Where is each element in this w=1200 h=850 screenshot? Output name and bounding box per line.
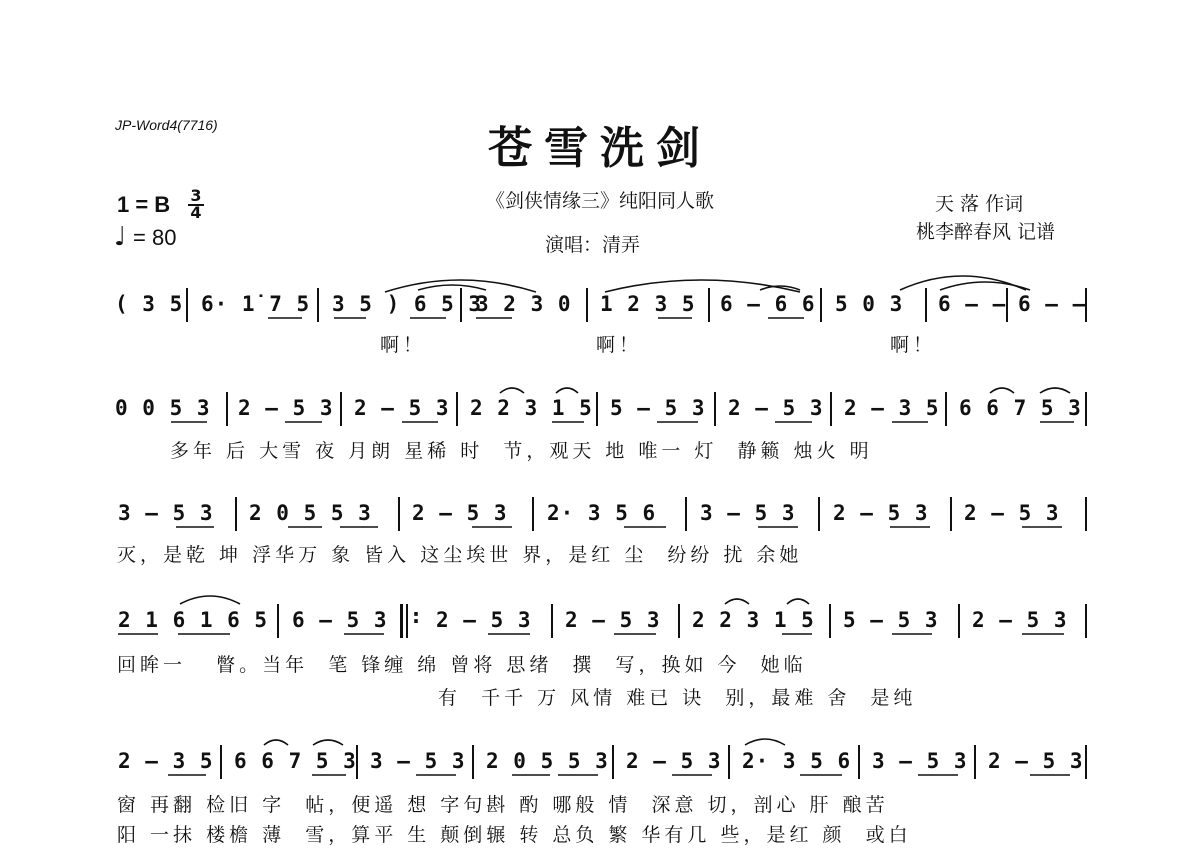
song-subtitle: 《剑侠情缘三》纯阳同人歌 <box>485 190 714 212</box>
measure: 2 – 5 3 <box>436 608 532 632</box>
measure: ( 3 5 <box>115 292 184 316</box>
tie-mark <box>940 282 1030 290</box>
tie-mark <box>556 388 578 393</box>
slur-mark <box>900 276 1026 290</box>
measure: 6 – 5 3 <box>292 608 388 632</box>
measure: 5 0 3 <box>835 292 904 316</box>
tie-mark <box>418 285 486 290</box>
key-signature: 1 = B <box>117 192 171 217</box>
lyric-line: 灭，是乾 坤 浮华万 象 皆入 这尘埃世 界，是红 尘 纷纷 扰 余她 <box>117 544 803 566</box>
measure: 2 – 5 3 <box>972 608 1068 632</box>
lyric-line: 窗 再翻 检旧 字 帖，便遥 想 字句斟 酌 哪般 情 深意 切，剖心 肝 酿苦 <box>117 794 889 816</box>
tie-mark <box>990 388 1014 393</box>
time-signature-top: 3 <box>190 186 202 205</box>
lyric-line: 啊！ <box>596 334 643 356</box>
measure: 2· 3 5 6 <box>742 749 852 773</box>
measure: 2 2 3 1 5 <box>692 608 815 632</box>
lyric-line: 多年 后 大雪 夜 月朗 星稀 时 节，观天 地 唯一 灯 静籁 烛火 明 <box>170 440 873 462</box>
transcriber-credit: 桃李醉春风 记谱 <box>916 221 1056 243</box>
lyric-line: 阳 一抹 楼檐 薄 雪，算平 生 颠倒辗 转 总负 繁 华有几 些，是红 颜 或白 <box>117 824 912 846</box>
song-title: 苍雪洗剑 <box>488 123 712 174</box>
measure: 2 0 5 5 3 <box>249 501 372 525</box>
measure: 6 – 6 6 <box>720 292 816 316</box>
measure: 3 – 5 3 <box>118 501 214 525</box>
tempo-marking: = 80 <box>133 225 177 250</box>
measure: 6· 1̇ 7 5 <box>201 292 311 316</box>
measure: 2 – 5 3 <box>964 501 1060 525</box>
measure: 2 – 5 3 <box>833 501 929 525</box>
tie-mark <box>1040 388 1070 393</box>
lyric-line: 啊！ <box>890 334 937 356</box>
measure: 1 2 3 5 <box>600 292 696 316</box>
measure: 2 2 3 1 5 <box>470 396 593 420</box>
measure: 2 – 3 5 <box>844 396 940 420</box>
measure: 2 – 5 3 <box>565 608 661 632</box>
measure: 2 – 3 5 <box>118 749 214 773</box>
tie-mark <box>313 740 343 745</box>
lyricist-credit: 天 落 作词 <box>935 193 1024 215</box>
watermark: JP-Word4(7716) <box>115 117 218 133</box>
quarter-note-icon: ♩ <box>114 222 127 252</box>
measure: 2 – 5 3 <box>412 501 508 525</box>
tie-mark <box>787 599 809 604</box>
measure: 6 6 7 5 3 <box>959 396 1082 420</box>
measure: 5 – 5 3 <box>610 396 706 420</box>
measure: 2 – 5 3 <box>988 749 1084 773</box>
measure: 2 – 5 3 <box>728 396 824 420</box>
time-signature-bottom: 4 <box>190 203 202 222</box>
measure: 6 6 7 5 3 <box>234 749 357 773</box>
measure: 2 – 5 3 <box>238 396 334 420</box>
tie-mark <box>264 740 288 745</box>
measure: 5 – 5 3 <box>843 608 939 632</box>
measure: 2· 3 5 6 <box>547 501 657 525</box>
measure: 3 – 5 3 <box>700 501 796 525</box>
measure: 3 5 ) 6 5 3 <box>332 292 483 316</box>
measure: 3 – 5 3 <box>872 749 968 773</box>
measure: 3 2 3 0 <box>476 292 572 316</box>
measure: 2 0 5 5 3 <box>486 749 609 773</box>
tie-mark <box>725 599 749 604</box>
slur-mark <box>180 596 240 604</box>
singer-credit: 演唱：清弄 <box>545 234 641 256</box>
measure: 2 1 6 1 6 5 <box>118 608 269 632</box>
measure: 6 – – <box>1018 292 1087 316</box>
lyric-line: 回眸一 瞥。当年 笔 锋缠 绵 曾将 思绪 撰 写，换如 今 她临 <box>117 654 807 676</box>
measure: 2 – 5 3 <box>354 396 450 420</box>
measure: 0 0 5 3 <box>115 396 211 420</box>
lyric-line: 有 千千 万 风情 难已 诀 别，最难 舍 是纯 <box>438 687 917 709</box>
lyric-line: 啊！ <box>380 334 427 356</box>
measure: 6 – – <box>938 292 1007 316</box>
measure: 2 – 5 3 <box>626 749 722 773</box>
slur-mark <box>605 280 800 292</box>
measure: 3 – 5 3 <box>370 749 466 773</box>
repeat-dots: : <box>412 604 420 628</box>
tie-mark <box>500 388 524 393</box>
tie-mark <box>745 739 785 745</box>
